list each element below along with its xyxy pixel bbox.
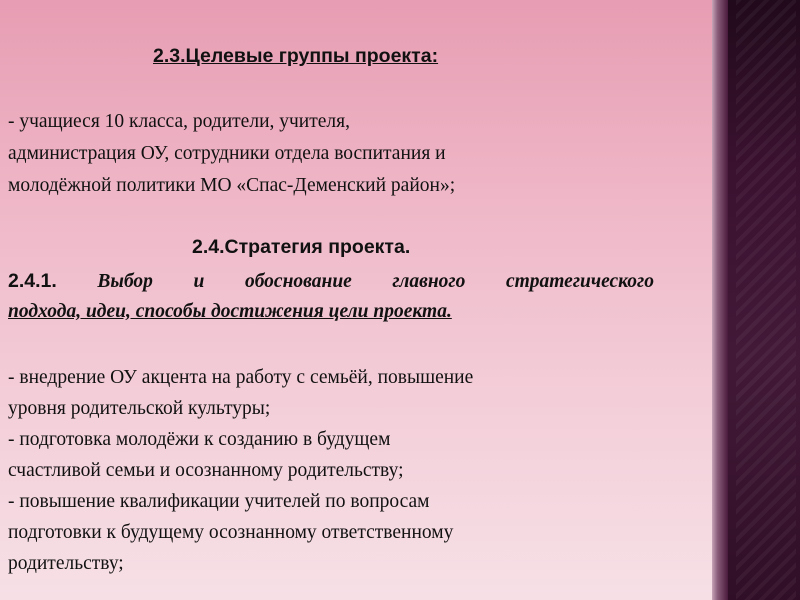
strategy-line-5: - повышение квалификации учителей по вопросам [8,491,430,512]
strategy-line-3: - подготовка молодёжи к созданию в будущем [8,429,391,450]
heading-strategy: 2.4.Стратегия проекта. [192,236,411,258]
strategy-line-7: родительству; [8,553,124,574]
side-bar-stripes [736,0,796,600]
subsection-title-line-1 [8,270,654,293]
subsection-title-line-2 [8,300,452,323]
strategy-line-1: - внедрение ОУ акцента на работу с семьёй, повышение [8,367,474,388]
subsection-title-part-1: Выбор и обоснование главного стратегического [97,271,655,292]
strategy-line-2: уровня родительской культуры; [8,398,271,419]
decorative-side-bar [712,0,800,600]
strategy-line-4: счастливой семьи и осознанному родительству; [8,460,404,481]
strategy-line-6: подготовки к будущему осознанному ответственному [8,522,454,543]
side-bar-edge [712,0,728,600]
subsection-number: 2.4.1. [8,270,57,292]
heading-target-groups: 2.3.Целевые группы проекта: [153,45,439,67]
target-groups-line-1: - учащиеся 10 класса, родители, учителя, [8,111,350,132]
subsection-title-part-2: подхода, идеи, способы достижения цели проекта. [8,301,452,322]
target-groups-line-2: администрация ОУ, сотрудники отдела воспитания и [8,143,446,164]
target-groups-line-3: молодёжной политики МО «Спас-Деменский район»; [8,175,456,196]
